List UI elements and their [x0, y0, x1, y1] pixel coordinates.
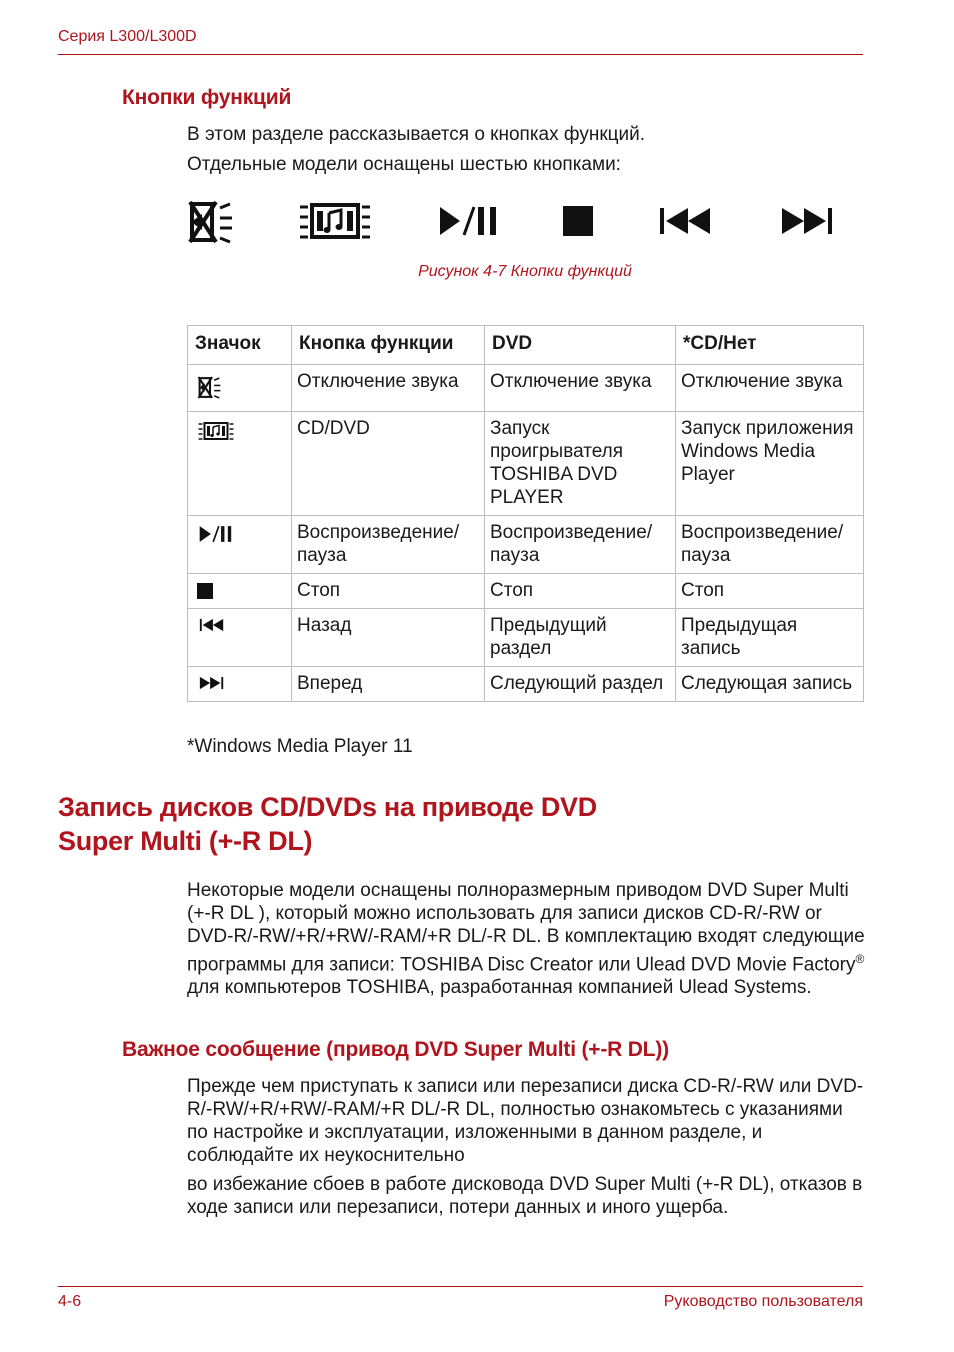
- important-message-paragraph-1: Прежде чем приступать к записи или перезаписи диска CD-R/-RW или DVD-R/-RW/+R/+RW/-RAM/+R DL/-R DL, полностью ознакомьтесь с указаниями по настройке и эксплуатации, изложенными в данном разделе, и соблюдайте их неукоснительно: [187, 1076, 864, 1166]
- icon-cell: [188, 365, 292, 412]
- dvd-cell: Стоп: [485, 574, 676, 609]
- footer-title: Руководство пользователя: [663, 1293, 863, 1310]
- next-icon: [779, 196, 837, 246]
- cd-cell: Предыдущая запись: [676, 609, 864, 667]
- function-cell: CD/DVD: [292, 412, 485, 516]
- previous-icon: [657, 196, 715, 246]
- function-cell: Стоп: [292, 574, 485, 609]
- function-cell: Назад: [292, 609, 485, 667]
- registered-mark: ®: [855, 952, 865, 966]
- stop-icon: [561, 196, 595, 246]
- function-buttons-table: [187, 325, 864, 702]
- dvd-cell: Следующий раздел: [485, 667, 676, 702]
- cd-dvd-icon: [297, 196, 373, 246]
- cd-cell: Запуск приложения Windows Media Player: [676, 412, 864, 516]
- dvd-cell: Запуск проигрывателя TOSHIBA DVD PLAYER: [485, 412, 676, 516]
- figure-caption: Рисунок 4-7 Кнопки функций: [418, 263, 632, 280]
- section-title-line-1: Запись дисков CD/DVDs на приводе DVD: [58, 792, 597, 822]
- stop-icon: [197, 583, 213, 599]
- dvd-cell: Предыдущий раздел: [485, 609, 676, 667]
- column-header-function: Кнопка функции: [292, 326, 485, 365]
- icon-cell: [188, 412, 292, 516]
- dvd-cell: Отключение звука: [485, 365, 676, 412]
- intro-text-1: В этом разделе рассказывается о кнопках функций.: [187, 124, 646, 145]
- cd-cell: Воспроизведение/ пауза: [676, 516, 864, 574]
- table-footnote: *Windows Media Player 11: [187, 736, 413, 757]
- table-row: [188, 574, 864, 609]
- header-rule: [58, 54, 863, 55]
- icon-cell: [188, 667, 292, 702]
- section-title-function-buttons: Кнопки функций: [122, 86, 292, 109]
- dvd-cell: Воспроизведение/ пауза: [485, 516, 676, 574]
- mute-icon: [187, 196, 237, 246]
- cd-dvd-icon: [197, 421, 235, 441]
- next-icon: [197, 676, 227, 690]
- table-row: [188, 609, 864, 667]
- column-header-cd: *CD/Нет: [676, 326, 864, 365]
- table-row: [188, 516, 864, 574]
- disc-recording-text: Некоторые модели оснащены полноразмерным приводом DVD Super Multi (+-R DL ), который можно использовать для записи дисков CD-R/-RW or DVD-R/-RW/+R/+RW/-RAM/+R DL/-R DL. В комплектацию входят следующие программы для записи: TOSHIBA Disc Creator или Ulead DVD Movie Factory: [187, 880, 865, 976]
- footer-rule: [58, 1286, 863, 1287]
- section-title-disc-recording: [58, 790, 858, 858]
- important-message-paragraph-2: во избежание сбоев в работе дисковода DVD Super Multi (+-R DL), отказов в ходе записи или перезаписи, потери данных и иного ущерба.: [187, 1174, 863, 1218]
- play-pause-icon: [197, 525, 235, 543]
- function-cell: Вперед: [292, 667, 485, 702]
- cd-cell: Следующая запись: [676, 667, 864, 702]
- mute-icon: [197, 374, 223, 400]
- function-cell: Воспроизведение/ пауза: [292, 516, 485, 574]
- disc-recording-text-tail: для компьютеров TOSHIBA, разработанная компанией Ulead Systems.: [187, 977, 812, 999]
- table-header-row: [188, 326, 864, 365]
- icon-cell: [188, 609, 292, 667]
- function-cell: Отключение звука: [292, 365, 485, 412]
- page-number: 4-6: [58, 1293, 82, 1310]
- cd-cell: Отключение звука: [676, 365, 864, 412]
- disc-recording-paragraph: [187, 879, 867, 999]
- function-button-icons: [187, 196, 837, 246]
- section-title-line-2: Super Multi (+-R DL): [58, 826, 313, 856]
- icon-cell: [188, 516, 292, 574]
- column-header-icon: Значок: [188, 326, 292, 365]
- section-title-important-message: Важное сообщение (привод DVD Super Multi (+-R DL)): [122, 1038, 669, 1061]
- running-header: Серия L300/L300D: [58, 28, 197, 45]
- intro-text-2: Отдельные модели оснащены шестью кнопками:: [187, 154, 621, 175]
- table-row: [188, 412, 864, 516]
- previous-icon: [197, 618, 227, 632]
- play-pause-icon: [437, 196, 501, 246]
- column-header-dvd: DVD: [485, 326, 676, 365]
- icon-cell: [188, 574, 292, 609]
- table-row: [188, 667, 864, 702]
- cd-cell: Стоп: [676, 574, 864, 609]
- table-row: [188, 365, 864, 412]
